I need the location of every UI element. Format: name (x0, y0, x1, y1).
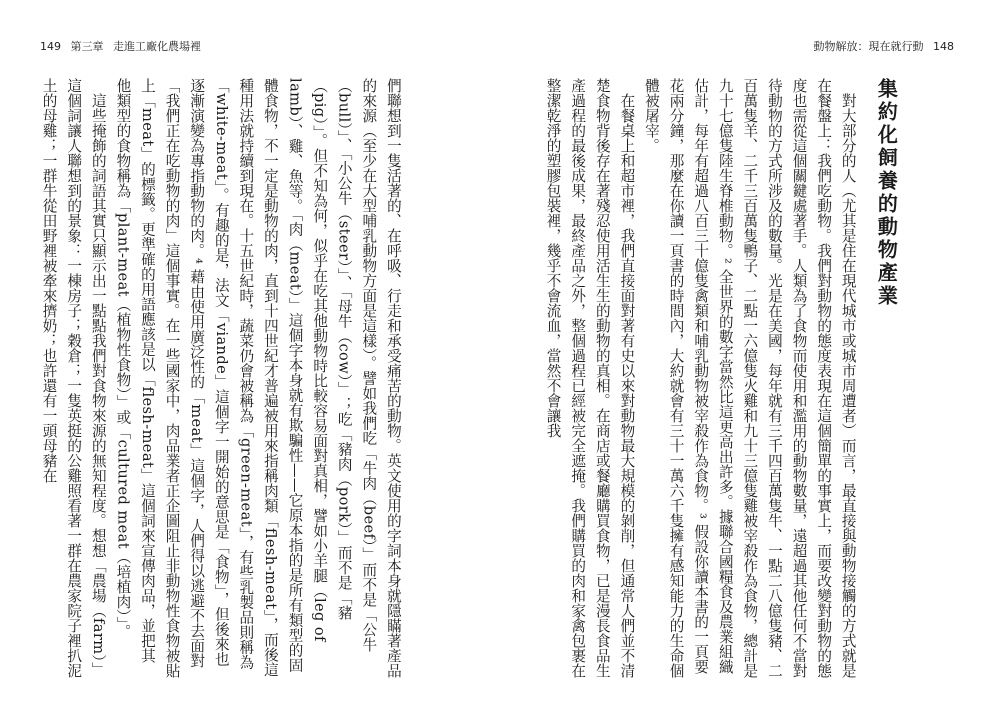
right-page-number: 148 (933, 40, 954, 53)
left-paragraph-1: 們聯想到一隻活著的、在呼吸、行走和承受痛苦的動物。英文使用的字詞本身就隱瞞著產品的來源（至少在大型哺乳動物方面是這樣）。譬如我們吃「牛肉（beef）」而不是「公牛（bull）」、「小公牛（steer）」、「母牛（cow）」；吃「豬肉（pork）」而不是「豬（pig）」。但不知為何，似乎在吃其他動物時比較容易面對真相，譬如小羊腿（leg of lamb）、雞、魚等。「肉（meat）」這個字本身就有欺騙性——它原本指的是所有類型的固體食物，不一定是動物的肉，直到十四世紀才普遍被用來指稱肉類「flesh-meat」，而後這種用法就持續到現在。十五世紀時，蔬菜仍會被稱為「green-meat」，有些乳製品則稱為「white-meat」。有趣的是，法文「viande」這個字一開始的意思是「食物」，但後來也逐漸演變為專指動物的肉。⁴ 藉由使用廣泛性的「meat」這個字，人們得以逃避不去面對「我們正在吃動物的肉」這個事實。在一些國家中，肉品業者正企圖阻止非動物性食物被貼上「meat」的標籤。更準確的用語應該是以「flesh-meat」這個詞來宣傳肉品，並把其他類型的食物稱為「plant-meat（植物性食物）」或「cultured meat（培植肉）」。 (114, 78, 402, 678)
left-page-number: 149 (40, 40, 61, 53)
section-title: 集約化飼養的動物產業 (874, 78, 899, 308)
left-page-text (36, 78, 405, 678)
left-page-header (40, 38, 207, 54)
right-page-text (540, 78, 898, 678)
left-chapter-label: 第三章 (70, 40, 104, 53)
right-page (540, 78, 958, 678)
right-page-header (814, 38, 961, 54)
left-paragraph-2: 這些掩飾的詞語其實只顯示出一點點我們對食物來源的無知程度。想想「農場（farm）」這個詞讓人聯想到的景象：一棟房子；穀倉；一隻英挺的公雞照看著一群在農家院子裡扒泥土的母雞；一群牛從田野裡被牽來擠奶；也許還有一頭母豬在 (40, 78, 107, 678)
right-paragraph-1: 對大部分的人（尤其是住在現代城市或城市周遭者）而言，最直接與動物接觸的方式就是在餐盤上：我們吃動物。我們對動物的態度表現在這個簡單的事實上，而要改變對動物的態度也需從這個關鍵處著手。人類為了食物而使用和濫用的動物數量，遠超過其他任何不當對待動物的方式所涉及的數量。光是在美國，每年就有三千四百萬隻牛、一點二八億隻豬、二百萬隻羊、二千三百萬隻鴨子、二點一六億隻火雞和九十三億隻雞被宰殺作為食物，總計是九十七億隻陸生脊椎動物。² 全世界的數字當然比這更高出許多。據聯合國糧食及農業組織估計，每年有超過八百三十億隻禽類和哺乳動物被宰殺作為食物。³ 假設你讀本書的一頁要花兩分鐘，那麼在你讀一頁書的時間內，大約就會有三十一萬六千隻擁有感知能力的生命個體被屠宰。 (642, 78, 857, 678)
right-paragraph-2: 在餐桌上和超市裡，我們直接面對著有史以來對動物最大規模的剝削，但通常人們並不清楚食物背後存在著殘忍使用活生生的動物的真相。在商店或餐廳購買食物，已是漫長食品生產過程的最後成果，最終產品之外，整個過程已經被完全遮掩。我們購買的肉和家禽包裹在整潔乾淨的塑膠包裝裡，幾乎不會流血，當然不會讓我 (544, 78, 636, 678)
left-page (36, 78, 464, 678)
right-book-title: 動物解放：現在就行動 (813, 40, 924, 53)
left-chapter-title: 走進工廠化農場裡 (113, 40, 201, 53)
